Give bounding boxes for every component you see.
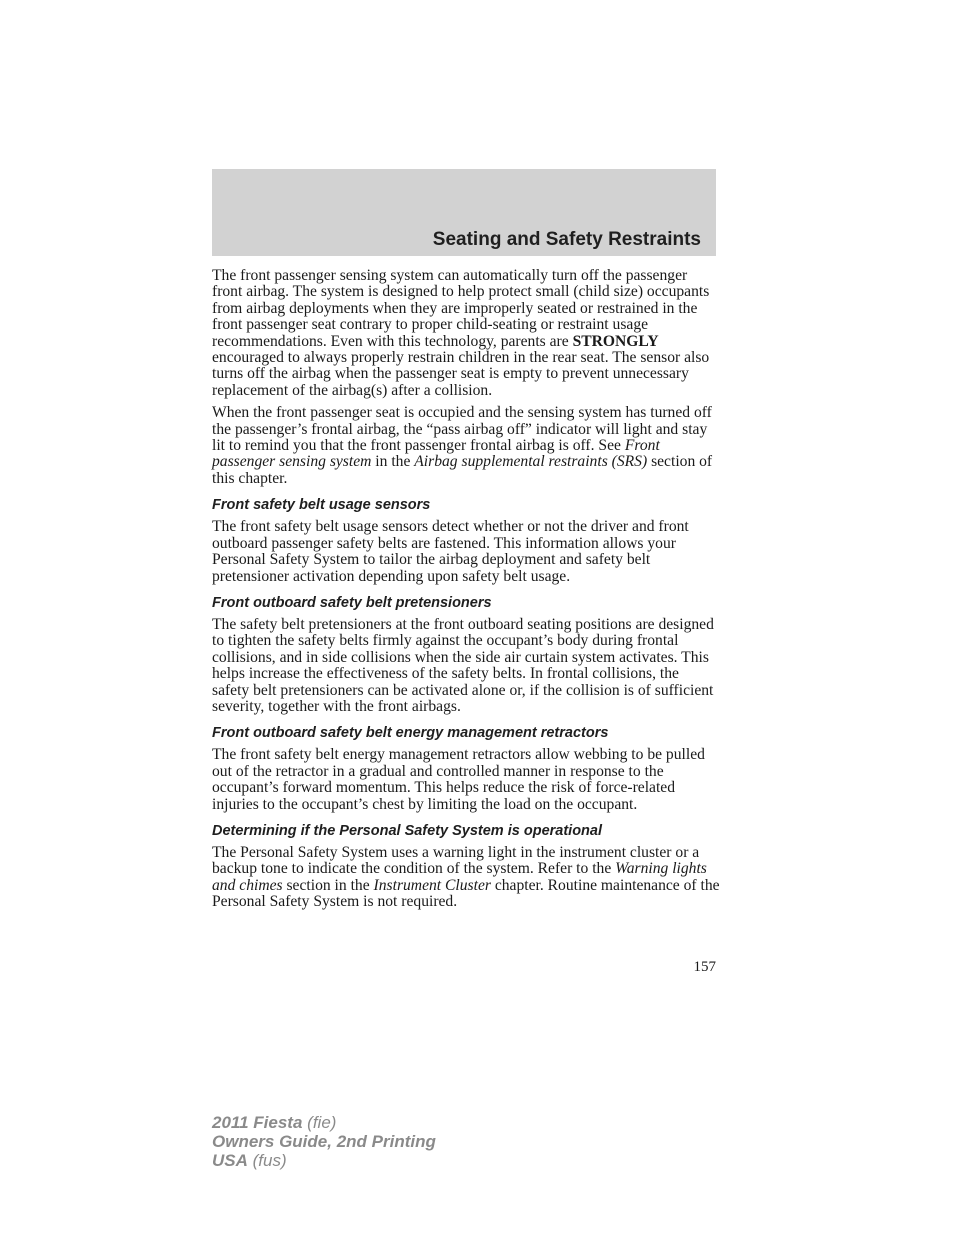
reference-warning-lights: Warning lights and chimes bbox=[212, 860, 707, 894]
footer-guide-line bbox=[212, 1132, 436, 1151]
footer-market-code: (fus) bbox=[252, 1151, 287, 1170]
footer-model-line bbox=[212, 1113, 436, 1132]
footer-model: 2011 Fiesta bbox=[212, 1113, 303, 1132]
subheading-energy-retractors: Front outboard safety belt energy management retractors bbox=[212, 725, 609, 742]
reference-instrument-cluster: Instrument Cluster bbox=[373, 876, 491, 894]
paragraph-text: encouraged to always properly restrain children in the rear seat. The sensor also turns off the airbag when the passenger seat is empty to prevent unnecessary replacement of the airbag(s) after a collision. bbox=[212, 349, 710, 399]
paragraph-passenger-sensing bbox=[212, 268, 720, 399]
subheading-pretensioners: Front outboard safety belt pretensioners bbox=[212, 594, 492, 611]
paragraph-text: The front passenger sensing system can automatically turn off the passenger front airbag. The system is designed to help protect small (child size) occupants from airbag deployments when they are improperly seated or restrained in the front passenger seat contrary to proper child-seating or restraint usage recommendations. Even with this technology, parents are bbox=[212, 267, 710, 350]
document-footer bbox=[212, 1113, 436, 1170]
paragraph-pretensioners: The safety belt pretensioners at the front outboard seating positions are designed to tighten the safety belts firmly against the occupant’s body during frontal collisions, and in side collisions when the side air curtain system activates. This helps increase the effectiveness of the safety belts. In frontal collisions, the safety belt pretensioners can be activated alone or, if the collision is of sufficient severity, together with the front airbags. bbox=[212, 615, 714, 715]
reference-front-passenger-sensing: Front passenger sensing system bbox=[212, 437, 660, 471]
paragraph-system-operational bbox=[212, 845, 720, 911]
footer-guide: Owners Guide, 2nd Printing bbox=[212, 1132, 436, 1151]
page-number: 157 bbox=[693, 959, 716, 975]
section-header-band bbox=[212, 169, 716, 256]
paragraph-belt-usage-sensors: The front safety belt usage sensors detect whether or not the driver and front outboard passenger safety belts are fastened. This information allows your Personal Safety System to tailor the airbag deployment and safety belt pretensioner activation depending upon safety belt usage. bbox=[212, 518, 689, 585]
reference-airbag-srs: Airbag supplemental restraints (SRS) bbox=[414, 453, 648, 471]
footer-model-code: (fie) bbox=[307, 1113, 337, 1132]
paragraph-text: in the bbox=[371, 453, 415, 471]
paragraph-text: The Personal Safety System uses a warning light in the instrument cluster or a backup tone to indicate the condition of the system. Refer to the bbox=[212, 843, 700, 878]
paragraph-text: section of this chapter. bbox=[212, 453, 713, 487]
paragraph-text: section in the bbox=[282, 876, 374, 894]
subheading-belt-usage-sensors: Front safety belt usage sensors bbox=[212, 497, 431, 514]
paragraph-text: chapter. Routine maintenance of the Personal Safety System is not required. bbox=[212, 876, 720, 911]
paragraph-text: When the front passenger seat is occupied and the sensing system has turned off the passenger’s frontal airbag, the “pass airbag off” indicator will light and stay lit to remind you that the front passenger frontal airbag is off. See bbox=[212, 404, 712, 455]
section-title: Seating and Safety Restraints bbox=[432, 229, 701, 250]
paragraph-pass-airbag-off bbox=[212, 405, 720, 487]
subheading-system-operational: Determining if the Personal Safety System is operational bbox=[212, 822, 602, 839]
footer-market: USA bbox=[212, 1151, 248, 1170]
emphasis-strongly: STRONGLY bbox=[572, 332, 659, 350]
page-content bbox=[212, 268, 720, 917]
footer-market-line bbox=[212, 1151, 436, 1170]
paragraph-energy-retractors: The front safety belt energy management retractors allow webbing to be pulled out of the retractor in a gradual and controlled manner in response to the occupant’s forward momentum. This helps reduce the risk of force-related injuries to the occupant’s chest by limiting the load on the occupant. bbox=[212, 746, 705, 813]
